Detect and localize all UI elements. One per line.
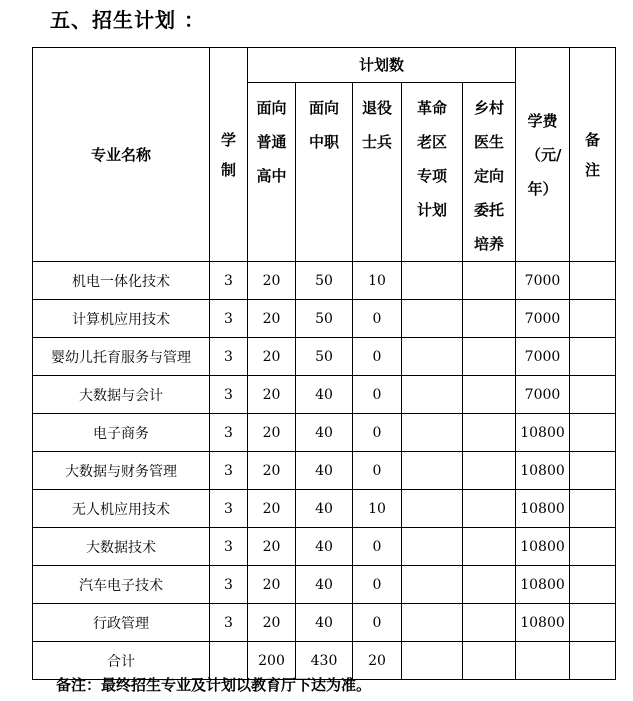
cell-major: 大数据技术: [33, 528, 210, 566]
cell-high-school: 20: [248, 376, 296, 414]
cell-veterans: 0: [353, 528, 402, 566]
cell-old-revolutionary: [402, 566, 463, 604]
table-row: [33, 490, 616, 528]
cell-veterans: 0: [353, 566, 402, 604]
cell-vocational: 50: [296, 300, 353, 338]
cell-major: 汽车电子技术: [33, 566, 210, 604]
cell-rural-doctor: [463, 604, 516, 642]
cell-rural-doctor: [463, 566, 516, 604]
cell-old-revolutionary: [402, 414, 463, 452]
cell-old-revolutionary: [402, 604, 463, 642]
cell-old-revolutionary: [402, 642, 463, 680]
header-plan-vocational: 面向中职: [296, 83, 353, 262]
cell-note: [570, 262, 616, 300]
cell-veterans: 0: [353, 604, 402, 642]
cell-old-revolutionary: [402, 490, 463, 528]
cell-total-high-school: 200: [248, 642, 296, 680]
cell-note: [570, 490, 616, 528]
cell-old-revolutionary: [402, 452, 463, 490]
cell-veterans: 0: [353, 338, 402, 376]
cell-years: 3: [210, 338, 248, 376]
table-row: [33, 566, 616, 604]
cell-fee: 7000: [516, 338, 570, 376]
cell-vocational: 40: [296, 604, 353, 642]
cell-rural-doctor: [463, 262, 516, 300]
cell-major: 大数据与财务管理: [33, 452, 210, 490]
cell-years: 3: [210, 528, 248, 566]
header-plan-group: 计划数: [248, 48, 516, 83]
cell-fee: 10800: [516, 452, 570, 490]
cell-note: [570, 414, 616, 452]
cell-years: 3: [210, 566, 248, 604]
cell-veterans: 10: [353, 262, 402, 300]
cell-note: [570, 528, 616, 566]
cell-note: [570, 566, 616, 604]
cell-fee: 7000: [516, 262, 570, 300]
header-major: 专业名称: [33, 48, 210, 262]
header-plan-veterans: 退役士兵: [353, 83, 402, 262]
cell-high-school: 20: [248, 300, 296, 338]
cell-note: [570, 338, 616, 376]
cell-rural-doctor: [463, 338, 516, 376]
cell-vocational: 40: [296, 414, 353, 452]
table-row: [33, 528, 616, 566]
cell-major: 行政管理: [33, 604, 210, 642]
cell-rural-doctor: [463, 376, 516, 414]
header-plan-old-revolutionary: 革命老区专项计划: [402, 83, 463, 262]
cell-vocational: 50: [296, 262, 353, 300]
header-note: 备注: [570, 48, 616, 262]
cell-note: [570, 452, 616, 490]
cell-vocational: 40: [296, 528, 353, 566]
cell-veterans: 0: [353, 452, 402, 490]
table-row: [33, 262, 616, 300]
table-row: [33, 300, 616, 338]
footnote-label: 备注：: [56, 676, 102, 694]
cell-vocational: 40: [296, 376, 353, 414]
cell-old-revolutionary: [402, 528, 463, 566]
cell-fee: 7000: [516, 300, 570, 338]
cell-rural-doctor: [463, 490, 516, 528]
cell-high-school: 20: [248, 604, 296, 642]
cell-major: 电子商务: [33, 414, 210, 452]
cell-major: 无人机应用技术: [33, 490, 210, 528]
cell-major: 机电一体化技术: [33, 262, 210, 300]
cell-rural-doctor: [463, 642, 516, 680]
cell-veterans: 10: [353, 490, 402, 528]
cell-note: [570, 376, 616, 414]
cell-years: 3: [210, 262, 248, 300]
cell-major: 大数据与会计: [33, 376, 210, 414]
enrollment-plan-table: [32, 47, 616, 680]
cell-years: 3: [210, 490, 248, 528]
cell-years: 3: [210, 452, 248, 490]
cell-years: 3: [210, 414, 248, 452]
cell-vocational: 40: [296, 452, 353, 490]
header-plan-rural-doctor: 乡村医生定向委托培养: [463, 83, 516, 262]
cell-fee: 7000: [516, 376, 570, 414]
cell-old-revolutionary: [402, 376, 463, 414]
cell-veterans: 0: [353, 376, 402, 414]
cell-old-revolutionary: [402, 262, 463, 300]
cell-vocational: 40: [296, 566, 353, 604]
table-row: [33, 604, 616, 642]
header-row-top: [33, 48, 616, 83]
cell-high-school: 20: [248, 452, 296, 490]
cell-old-revolutionary: [402, 300, 463, 338]
cell-years: 3: [210, 300, 248, 338]
cell-high-school: 20: [248, 566, 296, 604]
cell-total-veterans: 20: [353, 642, 402, 680]
cell-fee: 10800: [516, 528, 570, 566]
cell-years: 3: [210, 376, 248, 414]
cell-rural-doctor: [463, 528, 516, 566]
cell-rural-doctor: [463, 452, 516, 490]
cell-note: [570, 604, 616, 642]
table-row: [33, 376, 616, 414]
cell-fee: [516, 642, 570, 680]
cell-rural-doctor: [463, 414, 516, 452]
cell-total-vocational: 430: [296, 642, 353, 680]
cell-high-school: 20: [248, 528, 296, 566]
table-row: [33, 414, 616, 452]
header-fee: 学费（元/年）: [516, 48, 570, 262]
cell-old-revolutionary: [402, 338, 463, 376]
cell-fee: 10800: [516, 604, 570, 642]
cell-high-school: 20: [248, 414, 296, 452]
footnote-text: 最终招生专业及计划以教育厅下达为准。: [101, 676, 372, 694]
cell-fee: 10800: [516, 566, 570, 604]
footnote: [56, 674, 371, 695]
cell-vocational: 40: [296, 490, 353, 528]
cell-high-school: 20: [248, 338, 296, 376]
table-row: [33, 452, 616, 490]
cell-major: 计算机应用技术: [33, 300, 210, 338]
cell-fee: 10800: [516, 414, 570, 452]
header-plan-high-school: 面向普通高中: [248, 83, 296, 262]
cell-vocational: 50: [296, 338, 353, 376]
table-row: [33, 338, 616, 376]
cell-major: 婴幼儿托育服务与管理: [33, 338, 210, 376]
cell-high-school: 20: [248, 490, 296, 528]
cell-veterans: 0: [353, 300, 402, 338]
cell-total-label: 合计: [33, 642, 210, 680]
cell-years: 3: [210, 604, 248, 642]
cell-note: [570, 642, 616, 680]
cell-veterans: 0: [353, 414, 402, 452]
header-years: 学制: [210, 48, 248, 262]
cell-high-school: 20: [248, 262, 296, 300]
section-title: 五、招生计划 ：: [50, 8, 205, 32]
cell-fee: 10800: [516, 490, 570, 528]
cell-note: [570, 300, 616, 338]
cell-rural-doctor: [463, 300, 516, 338]
